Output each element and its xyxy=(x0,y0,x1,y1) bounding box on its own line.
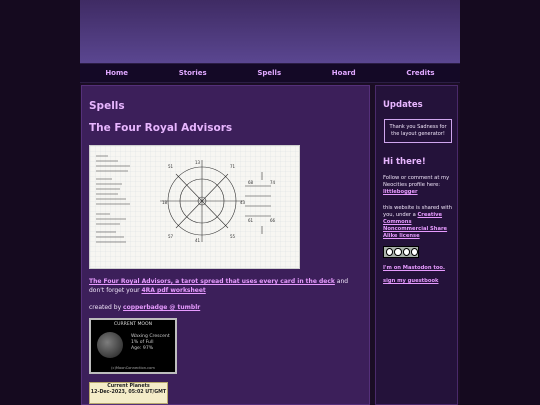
svg-text:57: 57 xyxy=(168,234,174,239)
right-margin xyxy=(460,0,540,405)
page-title: Spells xyxy=(89,100,125,112)
nav-home[interactable]: Home xyxy=(105,69,129,77)
current-planets-widget[interactable] xyxy=(89,382,168,404)
svg-text:51: 51 xyxy=(168,164,174,169)
planets-title: Current Planets xyxy=(107,384,150,389)
license-text xyxy=(383,205,452,241)
svg-text:66: 66 xyxy=(270,218,276,223)
nav-stories[interactable]: Stories xyxy=(178,69,207,77)
license-link[interactable]: Creative Commons Noncommercial Share Alike license xyxy=(383,211,448,240)
follow-prefix: Follow or comment at my Neocities profile here: xyxy=(383,175,450,189)
left-margin xyxy=(0,0,80,405)
page-wrapper xyxy=(80,0,460,405)
guestbook-link[interactable]: sign my guestbook xyxy=(383,277,439,284)
updates-heading: Updates xyxy=(383,100,423,110)
license-prefix: this website is shared with you, under a xyxy=(383,204,452,218)
description-mid-text: and don't forget your xyxy=(89,278,349,294)
nc-icon xyxy=(403,248,410,256)
four-royal-advisors-link[interactable]: The Four Royal Advisors, a tarot spread that uses every card in the deck xyxy=(89,278,335,285)
section-title: The Four Royal Advisors xyxy=(89,122,233,134)
moon-widget-title: CURRENT MOON xyxy=(113,322,153,327)
svg-text:74: 74 xyxy=(270,180,276,185)
cc-license-badge-icon[interactable] xyxy=(383,246,419,258)
svg-text:68: 68 xyxy=(248,180,254,185)
moon-phase-widget[interactable] xyxy=(89,318,177,374)
credit-prefix: created by xyxy=(89,304,124,311)
moon-icon xyxy=(97,332,123,358)
nav-spells[interactable]: Spells xyxy=(257,69,282,77)
creator-credit xyxy=(89,303,362,312)
moon-site: (c)MoonConnection.com xyxy=(111,366,155,370)
svg-text:43: 43 xyxy=(240,200,246,205)
header-banner xyxy=(80,0,460,63)
follow-text xyxy=(383,175,452,197)
svg-text:18: 18 xyxy=(162,200,168,205)
svg-text:13: 13 xyxy=(195,160,201,165)
creator-link[interactable]: copperbadge @ tumblr xyxy=(123,304,201,311)
svg-text:41: 41 xyxy=(195,238,201,243)
nav-credits[interactable]: Credits xyxy=(406,69,435,77)
update-box: Thank you Sadness for the layout generator! xyxy=(384,119,452,143)
cc-icon xyxy=(386,248,393,256)
main-content xyxy=(81,85,370,405)
mastodon-link[interactable]: I'm on Mastodon too. xyxy=(383,264,445,271)
by-icon xyxy=(394,248,401,256)
moon-phase: Waxing Crescent xyxy=(131,334,170,339)
hi-heading: Hi there! xyxy=(383,157,426,167)
sidebar xyxy=(375,85,458,405)
tarot-spread-image[interactable] xyxy=(89,145,300,269)
svg-text:55: 55 xyxy=(230,234,236,239)
svg-text:71: 71 xyxy=(230,164,236,169)
moon-percent: 1% of Full xyxy=(131,340,154,345)
planets-date: 12-Dec-2023, 05:02 UT/GMT xyxy=(90,390,167,395)
moon-age: Age: 97% xyxy=(131,346,154,351)
svg-text:61: 61 xyxy=(248,218,254,223)
graph-paper-drawing xyxy=(90,146,299,268)
nav-hoard[interactable]: Hoard xyxy=(331,69,356,77)
spread-description xyxy=(89,277,362,295)
moon-info xyxy=(131,334,170,352)
mastodon-row xyxy=(383,265,452,271)
guestbook-row xyxy=(383,278,452,284)
worksheet-link[interactable]: 4RA pdf worksheet xyxy=(141,287,206,294)
profile-link[interactable]: littlebogger xyxy=(383,189,418,196)
top-nav xyxy=(80,63,460,83)
sa-icon xyxy=(411,248,418,256)
